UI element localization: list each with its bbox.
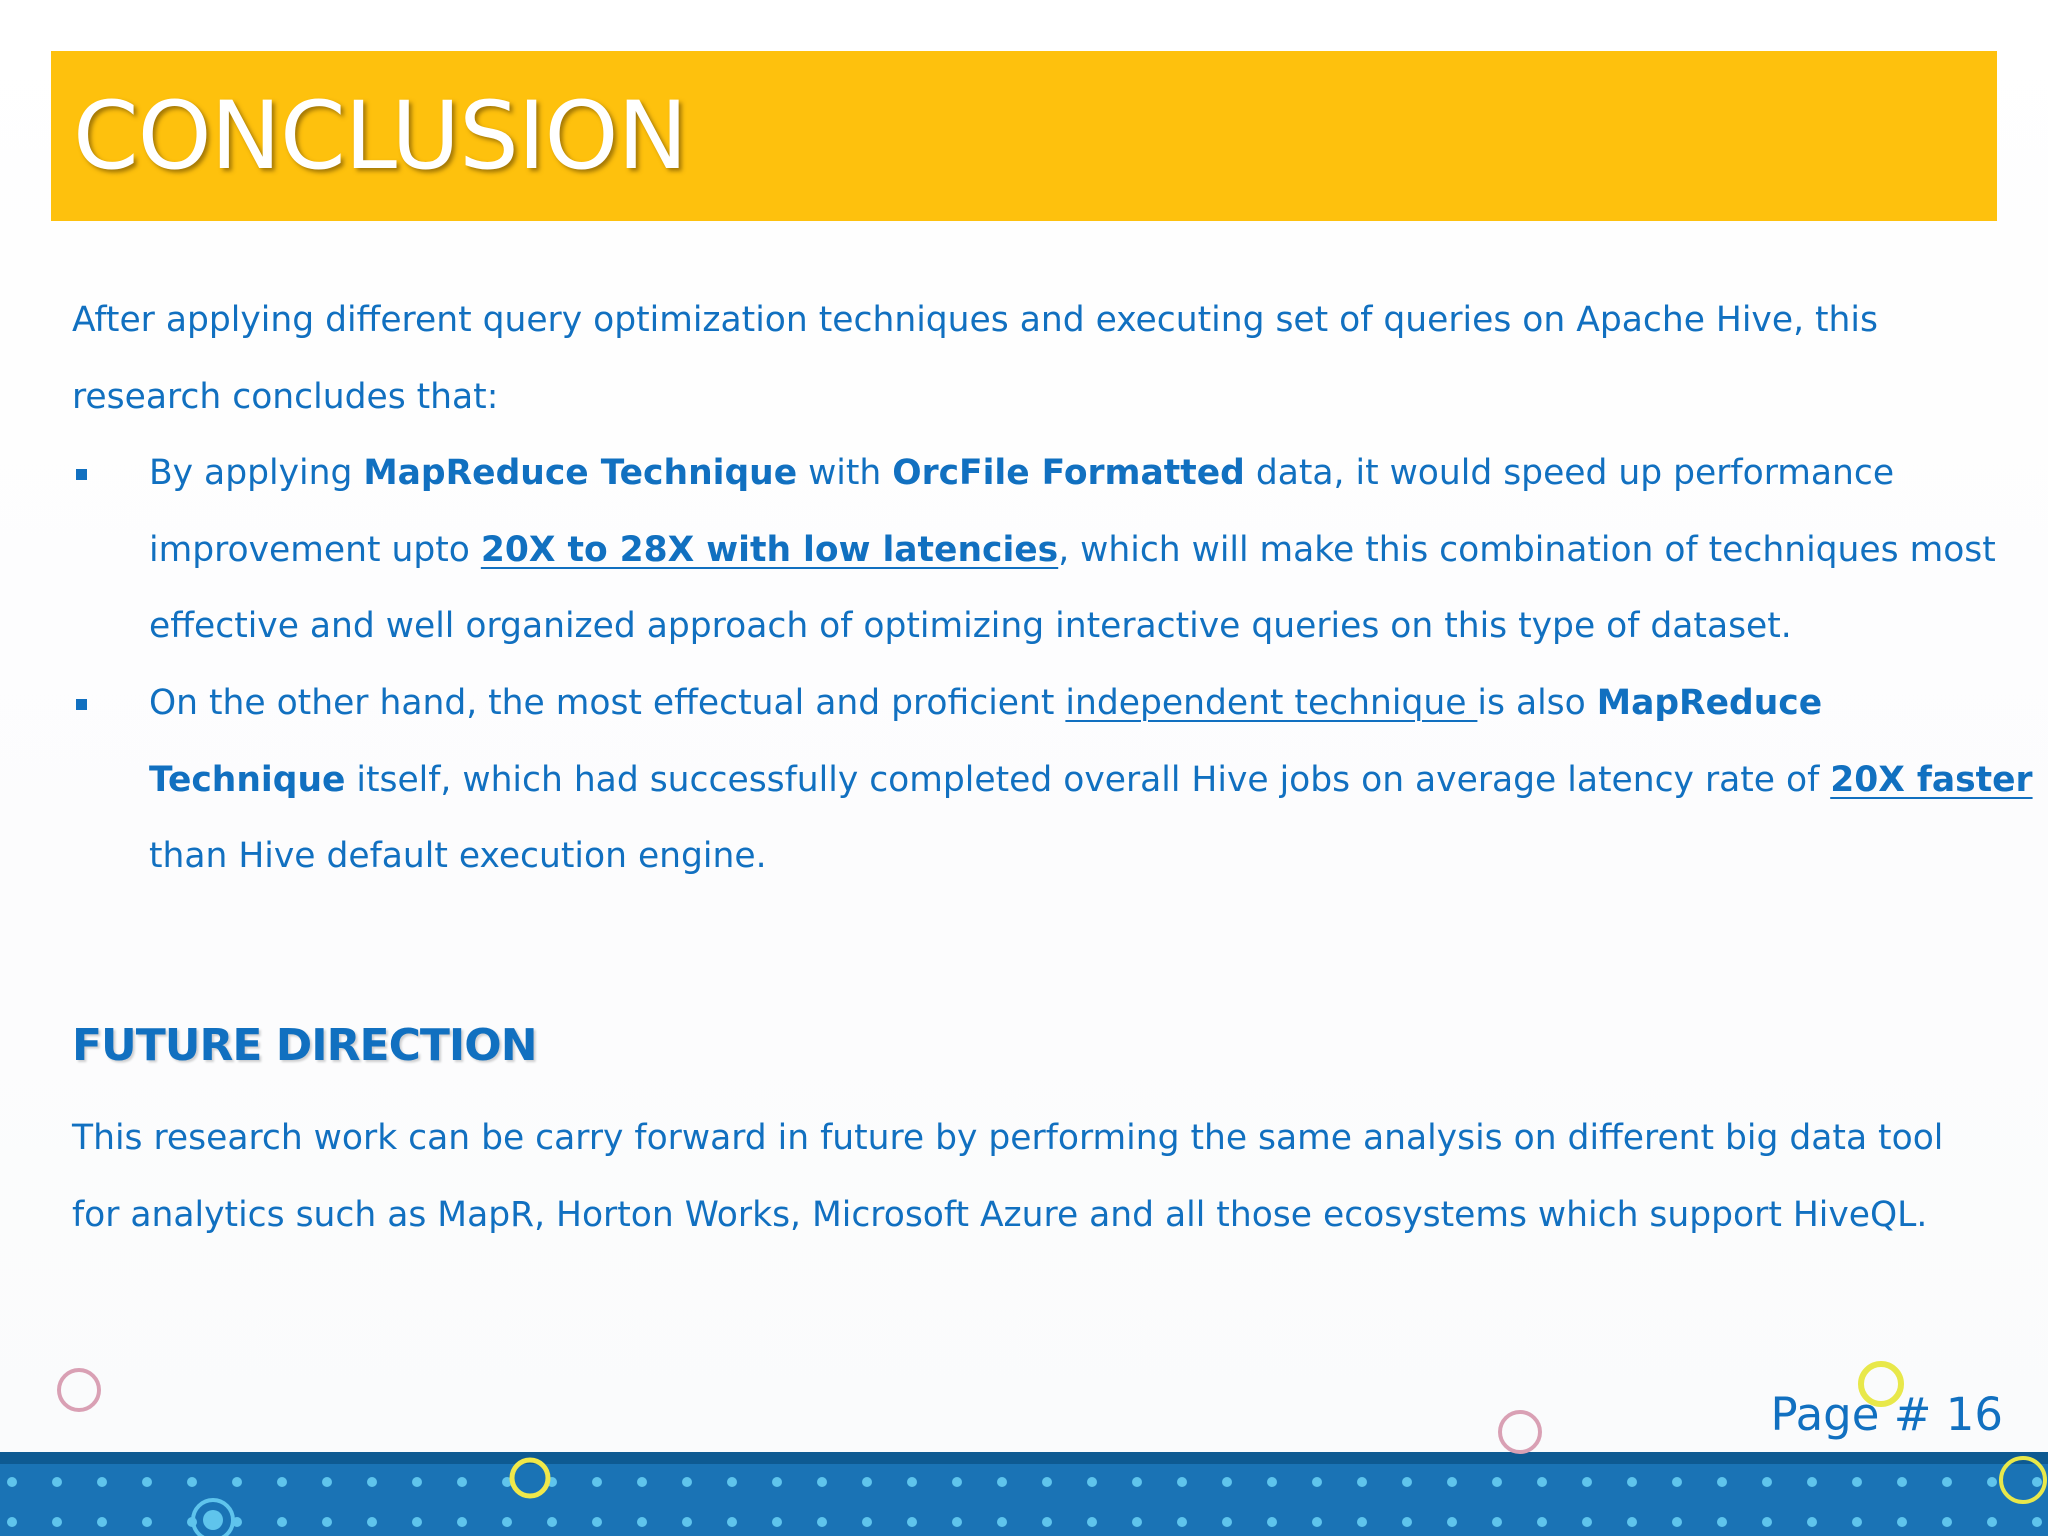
bullet-2-text: On the other hand, the most effectual and proficient xyxy=(149,682,1066,723)
page-number: Page # 16 xyxy=(1770,1388,2003,1441)
mapreduce-term: MapReduce xyxy=(1596,682,1823,723)
slide-title: CONCLUSION xyxy=(73,82,687,191)
future-direction-heading: FUTURE DIRECTION xyxy=(72,1020,537,1071)
future-line-2: for analytics such as MapR, Horton Works, Microsoft Azure and all those ecosystems which support HiveQL. xyxy=(72,1194,1928,1235)
mapreduce-term: MapReduce Technique xyxy=(363,453,798,494)
bullet-2-line-3: than Hive default execution engine. xyxy=(149,836,767,877)
bullet-square-icon xyxy=(76,699,87,710)
bullet-1-text: , which will make this combination of techniques most xyxy=(1058,529,1996,570)
bullet-2-text: is also xyxy=(1477,682,1597,723)
conclusion-body xyxy=(72,282,2033,895)
bullet-square-icon xyxy=(76,469,87,480)
footer-band xyxy=(0,1452,2048,1536)
bullet-item-2 xyxy=(72,665,2033,895)
speedup-highlight: 20X to 28X with low latencies xyxy=(480,529,1059,570)
future-line-1: This research work can be carry forward in future by performing the same analysis on different big data tool xyxy=(72,1118,1944,1158)
title-bar xyxy=(51,51,1997,221)
orcfile-term: OrcFile Formatted xyxy=(892,453,1245,494)
technique-term: Technique xyxy=(149,759,346,800)
intro-line-1: After applying different query optimization techniques and executing set of queries on Apache Hive, this xyxy=(72,300,1878,340)
bullet-1-text: data, it would speed up performance xyxy=(1244,453,1895,494)
bullet-1-text: improvement upto xyxy=(149,529,481,570)
bullet-2-line-1 xyxy=(149,665,1987,742)
bullet-1-line-3: effective and well organized approach of optimizing interactive queries on this type of dataset. xyxy=(149,606,1792,647)
bullet-1-text: By applying xyxy=(149,453,364,494)
future-direction-body xyxy=(72,1100,1943,1253)
faster-highlight: 20X faster xyxy=(1830,759,2033,800)
bullet-1-text: with xyxy=(797,453,893,494)
bullet-1-line-2 xyxy=(149,512,1996,589)
independent-technique-term: independent technique xyxy=(1065,682,1478,723)
bullet-2-text: itself, which had successfully completed overall Hive jobs on average latency rate of xyxy=(345,759,1831,800)
bullet-2-line-2 xyxy=(149,742,2033,819)
intro-line-2: research concludes that: xyxy=(72,376,499,417)
footer-stripe xyxy=(0,1452,2048,1464)
bullet-item-1 xyxy=(72,435,1996,665)
bullet-1-line-1 xyxy=(149,435,1987,512)
